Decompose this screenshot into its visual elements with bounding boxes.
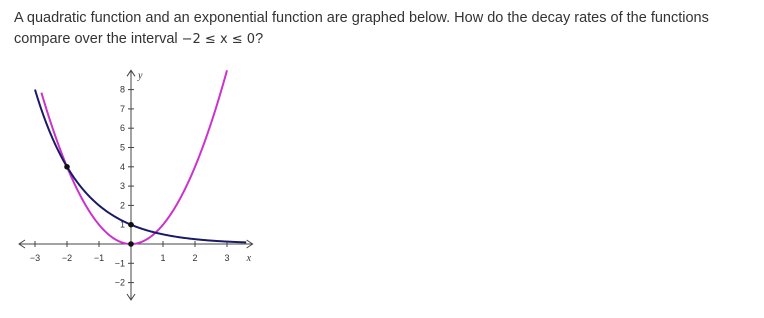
- y-tick-label: 1: [119, 219, 125, 230]
- x-tick-label: −2: [61, 253, 73, 263]
- x-tick-label: 3: [224, 253, 230, 263]
- interval-expression: −2 ≤ x ≤ 0: [181, 32, 256, 47]
- y-tick-label: −1: [114, 258, 125, 269]
- y-tick-label: 3: [119, 181, 125, 192]
- question-mark: ?: [255, 31, 264, 47]
- y-tick-label: 7: [119, 103, 125, 114]
- x-tick-label: 1: [160, 253, 166, 263]
- y-tick-label: 6: [119, 123, 125, 134]
- x-tick-label: −1: [93, 253, 105, 263]
- y-axis-label: y: [138, 70, 143, 82]
- x-tick-label: 2: [192, 253, 198, 263]
- ticks: [30, 85, 230, 288]
- x-axis-label: x: [246, 253, 252, 264]
- marked-point: [64, 164, 70, 170]
- marked-point: [128, 241, 134, 247]
- question-prompt: A quadratic function and an exponential function are graphed below. How do the decay rates of the functions compare over the interval: [14, 10, 709, 47]
- y-tick-label: 4: [119, 161, 125, 172]
- y-tick-label: 5: [119, 142, 125, 153]
- quadratic-curve: [41, 70, 227, 244]
- y-tick-label: 8: [119, 84, 125, 95]
- y-tick-label: −2: [114, 277, 125, 288]
- marked-point: [128, 222, 134, 228]
- curves: [35, 70, 246, 244]
- y-tick-label: 2: [119, 200, 125, 211]
- x-tick-label: −3: [29, 253, 41, 263]
